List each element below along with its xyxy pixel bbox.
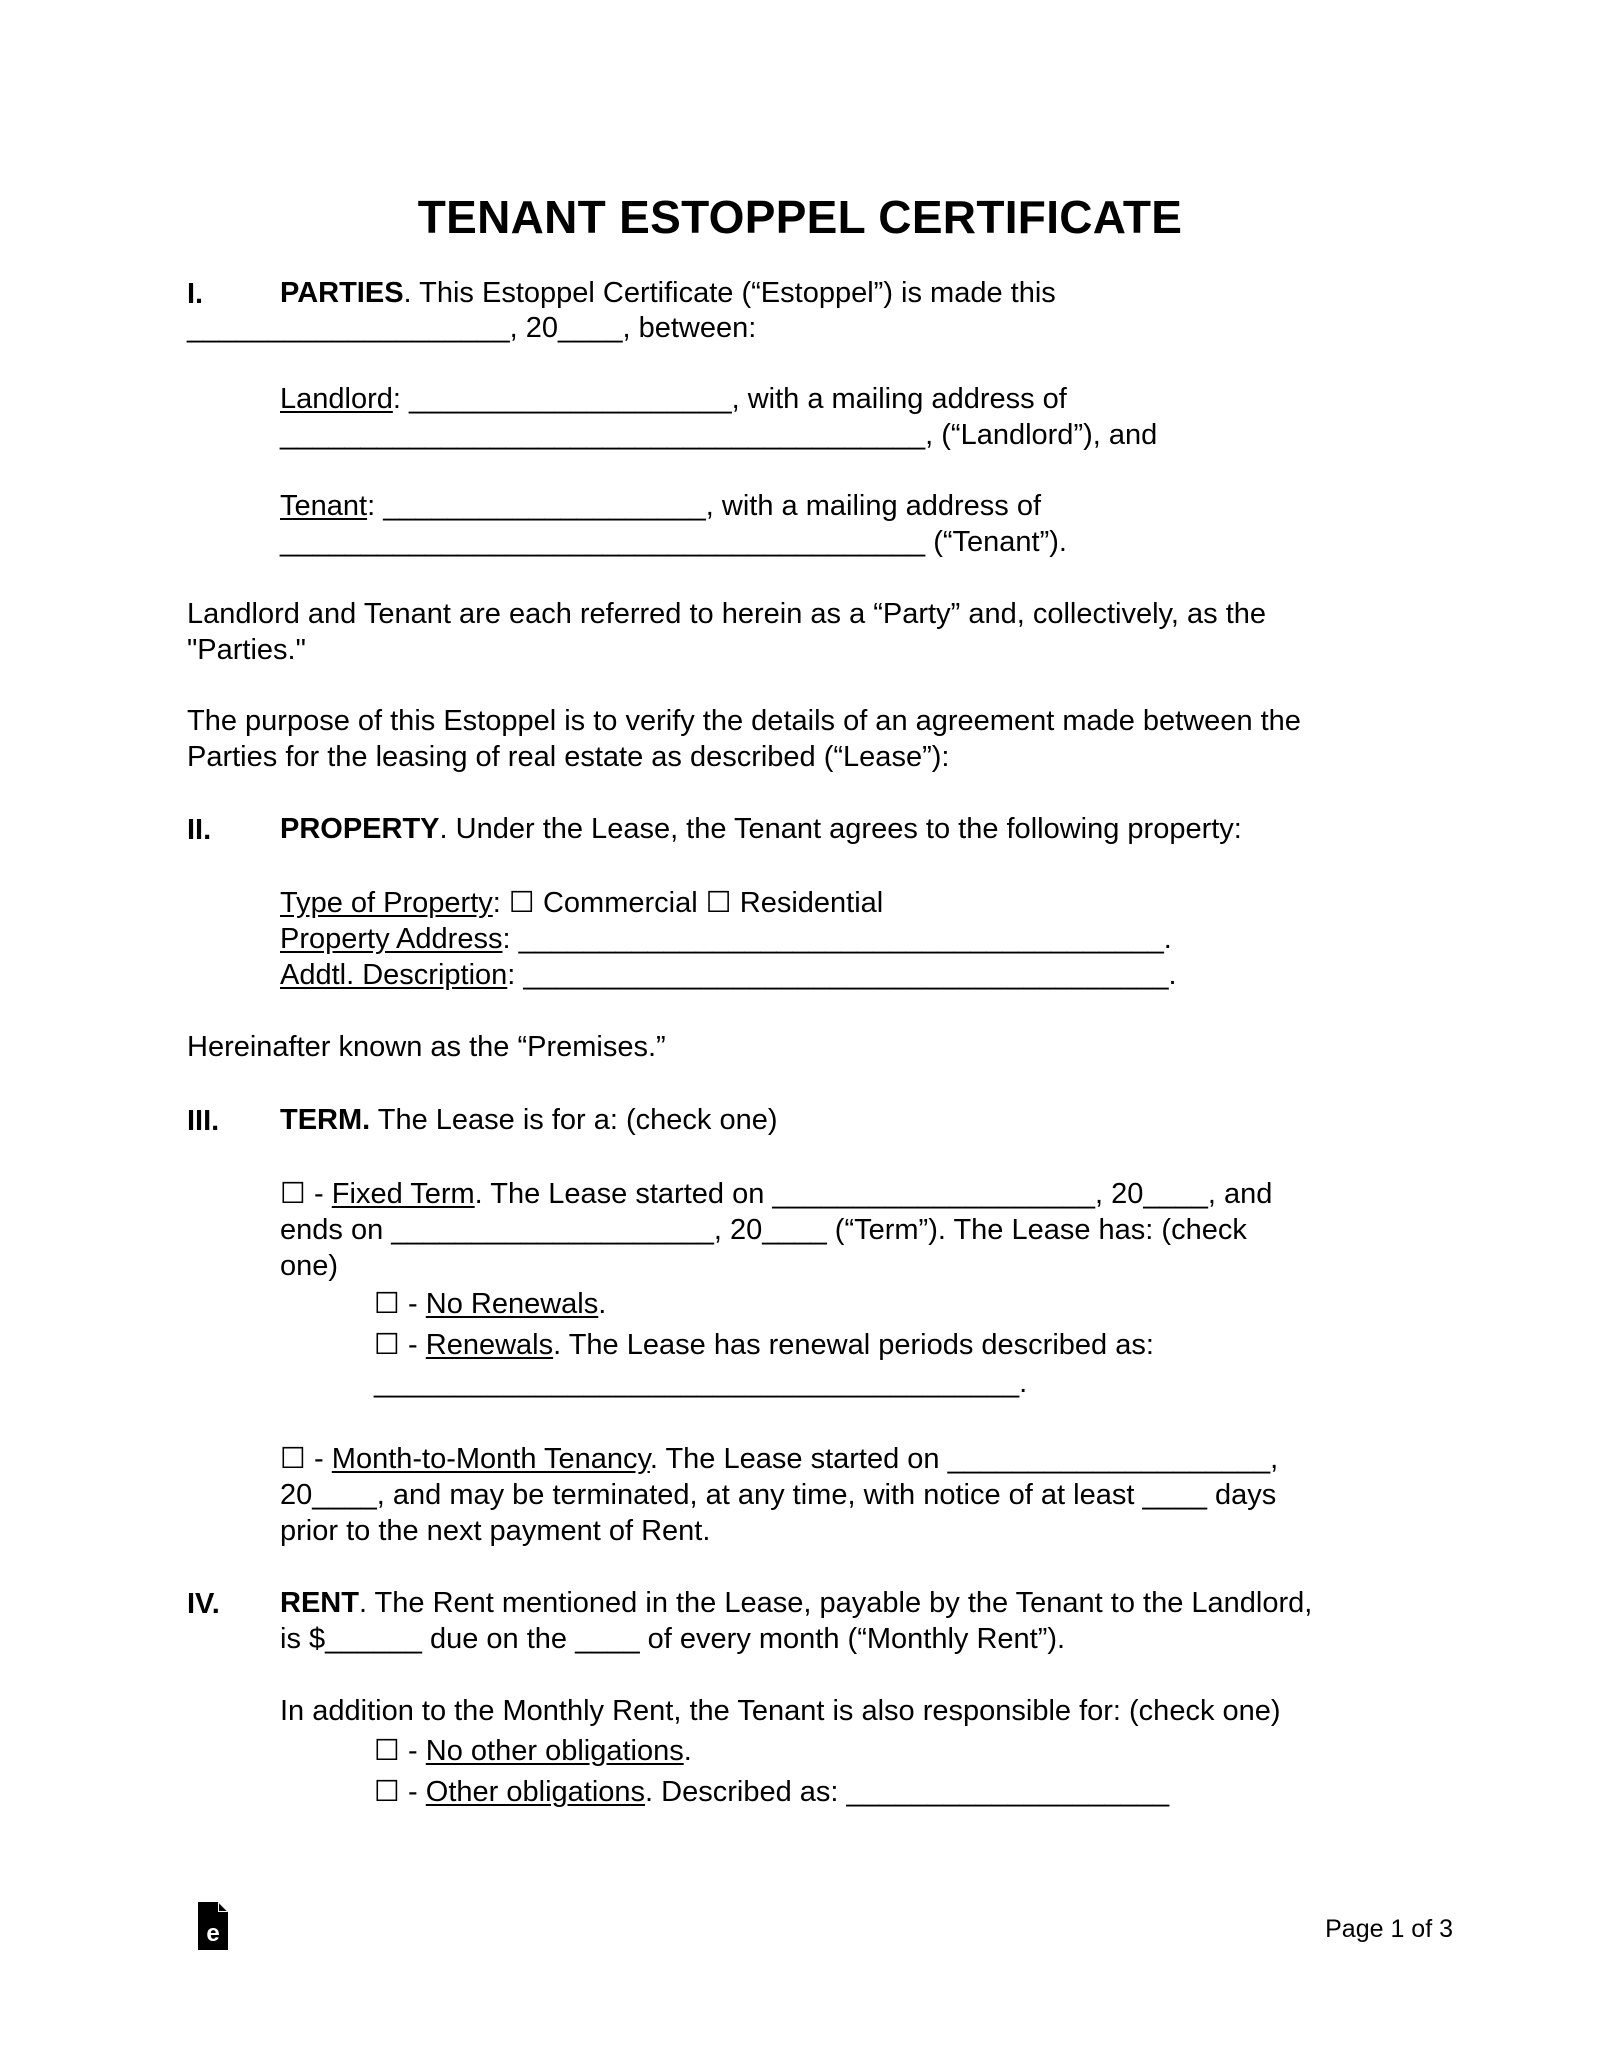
property-address-blank[interactable]: ________________________________________	[518, 923, 1164, 955]
rent-line-1: RENT. The Rent mentioned in the Lease, payable by the Tenant to the Landlord,	[280, 1587, 1313, 1619]
section-number: I.	[187, 278, 204, 310]
no-other-obligations-line: ☐ - No other obligations.	[374, 1735, 692, 1767]
parties-paragraph-line-2: "Parties."	[187, 634, 306, 666]
month-to-month-line-2: 20____, and may be terminated, at any time, with notice of at least ____ days	[280, 1479, 1277, 1511]
tenant-line-2: ________________________________________ (“Tenant”).	[280, 526, 1067, 558]
section-heading: PARTIES	[280, 277, 404, 309]
additional-obligations-line: In addition to the Monthly Rent, the Tenant is also responsible for: (check one)	[280, 1695, 1281, 1727]
section-number: III.	[187, 1105, 220, 1137]
term-line: TERM. The Lease is for a: (check one)	[280, 1104, 778, 1136]
purpose-paragraph-line-1: The purpose of this Estoppel is to verify the details of an agreement made between the	[187, 705, 1301, 737]
tenant-address-blank[interactable]: ________________________________________	[280, 526, 926, 558]
rent-amount-blank[interactable]: ______	[325, 1623, 422, 1655]
svg-text:e: e	[206, 1920, 220, 1947]
landlord-address-blank[interactable]: ________________________________________	[280, 419, 926, 451]
mtm-year-blank[interactable]: ____	[312, 1479, 377, 1511]
other-obligations-line: ☐ - Other obligations. Described as: ____________________	[374, 1776, 1170, 1808]
premises-line: Hereinafter known as the “Premises.”	[187, 1031, 666, 1063]
end-year-blank[interactable]: ____	[762, 1214, 827, 1246]
property-line: PROPERTY. Under the Lease, the Tenant agrees to the following property:	[280, 813, 1242, 845]
parties-line-2: ____________________, 20____, between:	[187, 312, 757, 344]
no-other-obligations-checkbox[interactable]: ☐	[374, 1735, 400, 1767]
purpose-paragraph-line-2: Parties for the leasing of real estate as described (“Lease”):	[187, 741, 950, 773]
start-year-blank[interactable]: ____	[1143, 1178, 1208, 1210]
other-obligations-label: Other obligations	[425, 1776, 646, 1808]
no-other-obligations-label: No other obligations	[425, 1735, 684, 1767]
section-heading: PROPERTY	[280, 813, 440, 845]
no-renewals-label: No Renewals	[425, 1288, 599, 1320]
end-date-blank[interactable]: ____________________	[391, 1214, 714, 1246]
tenant-line-1: Tenant: ____________________, with a mailing address of	[280, 490, 1042, 522]
mtm-start-date-blank[interactable]: ____________________	[947, 1443, 1271, 1475]
type-of-property-line: Type of Property: ☐ Commercial ☐ Residential	[280, 887, 884, 919]
tenant-name-blank[interactable]: ____________________	[383, 490, 706, 522]
document-title: TENANT ESTOPPEL CERTIFICATE	[417, 191, 1183, 243]
section-number: IV.	[187, 1588, 220, 1620]
residential-checkbox[interactable]: ☐	[705, 887, 732, 919]
addtl-description-label: Addtl. Description	[280, 959, 508, 991]
addtl-description-line: Addtl. Description: ________________________________________.	[280, 959, 1177, 991]
fixed-term-checkbox[interactable]: ☐	[280, 1178, 306, 1210]
addtl-description-blank[interactable]: ________________________________________	[523, 959, 1169, 991]
property-address-line: Property Address: ________________________________________.	[280, 923, 1172, 955]
fixed-term-line-2: ends on ____________________, 20____ (“Term”). The Lease has: (check	[280, 1214, 1247, 1246]
month-to-month-checkbox[interactable]: ☐	[280, 1443, 306, 1475]
section-heading: TERM.	[280, 1104, 371, 1136]
document-logo-icon	[196, 1900, 230, 1952]
landlord-name-blank[interactable]: ____________________	[409, 383, 732, 415]
property-address-label: Property Address	[280, 923, 503, 955]
landlord-label: Landlord	[280, 383, 393, 415]
page-number: Page 1 of 3	[1325, 1915, 1453, 1943]
month-to-month-line-3: prior to the next payment of Rent.	[280, 1515, 711, 1547]
parties-line-1: PARTIES. This Estoppel Certificate (“Estoppel”) is made this	[280, 277, 1056, 309]
renewals-blank-line: ________________________________________.	[374, 1367, 1028, 1399]
section-heading: RENT	[280, 1587, 359, 1619]
fixed-term-line-1: ☐ - Fixed Term. The Lease started on ____________________, 20____, and	[280, 1178, 1273, 1210]
type-of-property-label: Type of Property	[280, 887, 493, 919]
renewals-line: ☐ - Renewals. The Lease has renewal periods described as:	[374, 1329, 1154, 1361]
commercial-checkbox[interactable]: ☐	[508, 887, 535, 919]
renewals-label: Renewals	[425, 1329, 554, 1361]
landlord-line-1: Landlord: ____________________, with a mailing address of	[280, 383, 1067, 415]
other-obligations-blank[interactable]: ____________________	[846, 1776, 1170, 1808]
year-blank[interactable]: ____	[557, 312, 623, 344]
renewals-blank[interactable]: ________________________________________	[374, 1367, 1020, 1399]
month-to-month-line-1: ☐ - Month-to-Month Tenancy. The Lease started on ____________________,	[280, 1443, 1279, 1475]
date-blank[interactable]: ____________________	[187, 312, 510, 344]
rent-due-day-blank[interactable]: ____	[575, 1623, 640, 1655]
start-date-blank[interactable]: ____________________	[772, 1178, 1095, 1210]
section-number: II.	[187, 814, 212, 846]
parties-paragraph-line-1: Landlord and Tenant are each referred to herein as a “Party” and, collectively, as the	[187, 598, 1267, 630]
tenant-label: Tenant	[280, 490, 368, 522]
month-to-month-label: Month-to-Month Tenancy	[331, 1443, 650, 1475]
fixed-term-line-3: one)	[280, 1250, 339, 1282]
renewals-checkbox[interactable]: ☐	[374, 1329, 400, 1361]
no-renewals-checkbox[interactable]: ☐	[374, 1288, 400, 1320]
no-renewals-line: ☐ - No Renewals.	[374, 1288, 607, 1320]
rent-line-2: is $______ due on the ____ of every month (“Monthly Rent”).	[280, 1623, 1066, 1655]
landlord-line-2: ________________________________________, (“Landlord”), and	[280, 419, 1158, 451]
notice-days-blank[interactable]: ____	[1142, 1479, 1207, 1511]
other-obligations-checkbox[interactable]: ☐	[374, 1776, 400, 1808]
fixed-term-label: Fixed Term	[331, 1178, 475, 1210]
